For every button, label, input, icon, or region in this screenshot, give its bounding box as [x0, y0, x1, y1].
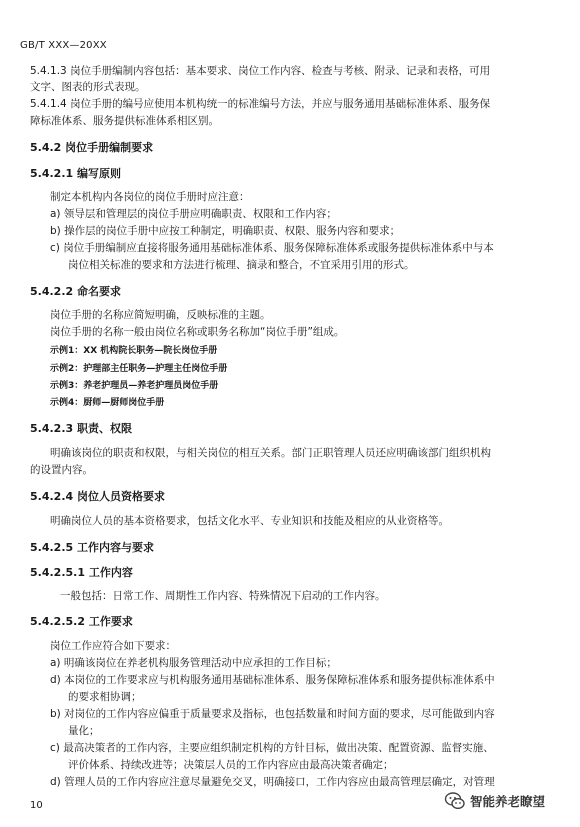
list-item-b-line-1: b) 对岗位的工作内容应偏重于质量要求及指标，也包括数量和时间方面的要求，尽可能做到内容 [50, 708, 495, 720]
page-number: 10 [30, 800, 43, 811]
clause-5-4-1-3-line-1: 5.4.1.3 岗位手册编制内容包括：基本要求、岗位工作内容、检查与考核、附录、记录和表格，可用 [30, 65, 491, 77]
section-heading-5-4-2-1: 5.4.2.1 编写原则 [30, 167, 121, 180]
section-heading-5-4-2-3: 5.4.2.3 职责、权限 [30, 422, 132, 435]
example-3: 示例3：养老护理员—养老护理员岗位手册 [50, 381, 219, 391]
standard-header: GB/T XXX—20XX [20, 40, 107, 51]
paragraph-text: 岗位手册的名称一般由岗位名称或职务名称加“岗位手册”组成。 [50, 326, 345, 338]
list-item-b: b) 操作层的岗位手册中应按工种制定，明确职责、权限、服务内容和要求； [50, 225, 401, 237]
list-item-c-line-2: 岗位相关标准的要求和方法进行梳理、摘录和整合，不宜采用引用的形式。 [68, 259, 415, 271]
list-item-a: a) 领导层和管理层的岗位手册应明确职责、权限和工作内容； [50, 208, 337, 220]
example-1: 示例1：XX 机构院长职务—院长岗位手册 [50, 346, 218, 356]
list-item-d-line-2: 的要求相协调； [68, 691, 142, 703]
clause-5-4-1-3-line-2: 文字、图表的形式表现。 [30, 81, 146, 93]
example-4: 示例4：厨师—厨师岗位手册 [50, 398, 165, 408]
list-item-d-line-1: d) 本岗位的工作要求应与机构服务通用基础标准体系、服务保障标准体系和服务提供标准体系中 [50, 674, 495, 686]
section-heading-5-4-2-5: 5.4.2.5 工作内容与要求 [30, 541, 154, 554]
section-heading-5-4-2-5-1: 5.4.2.5.1 工作内容 [30, 566, 133, 579]
watermark-text: 智能养老瞭望 [470, 794, 546, 809]
example-2: 示例2：护理部主任职务—护理主任岗位手册 [50, 364, 228, 374]
paragraph-text: 一般包括：日常工作、周期性工作内容、特殊情况下启动的工作内容。 [60, 590, 386, 602]
list-item-c-line-2: 评价体系、持续改进等；决策层人员的工作内容应由最高决策者确定； [68, 759, 394, 771]
paragraph-line-1: 明确该岗位的职责和权限，与相关岗位的相互关系。部门正职管理人员还应明确该部门组织机构 [50, 447, 491, 459]
wechat-chat-icon [444, 790, 466, 812]
paragraph-text: 制定本机构内各岗位的岗位手册时应注意： [50, 191, 250, 203]
watermark [444, 790, 545, 812]
paragraph-text: 岗位手册的名称应简短明确，反映标准的主题。 [50, 309, 271, 321]
list-item-d-line-1: d) 管理人员的工作内容应注意尽量避免交叉，明确接口，工作内容应由最高管理层确定，对管理 [50, 776, 495, 788]
paragraph-text: 明确岗位人员的基本资格要求，包括文化水平、专业知识和技能及相应的从业资格等。 [50, 515, 449, 527]
section-heading-5-4-2-2: 5.4.2.2 命名要求 [30, 285, 121, 298]
list-item-a: a) 明确该岗位在养老机构服务管理活动中应承担的工作目标； [50, 657, 337, 669]
paragraph-text: 岗位工作应符合如下要求： [50, 640, 176, 652]
section-heading-5-4-2: 5.4.2 岗位手册编制要求 [30, 141, 154, 154]
clause-5-4-1-4-line-1: 5.4.1.4 岗位手册的编号应使用本机构统一的标准编号方法，并应与服务通用基础标准体系、服务保 [30, 98, 491, 110]
paragraph-line-2: 的设置内容。 [30, 464, 93, 476]
list-item-b-line-2: 量化； [68, 725, 100, 737]
section-heading-5-4-2-5-2: 5.4.2.5.2 工作要求 [30, 615, 133, 628]
section-heading-5-4-2-4: 5.4.2.4 岗位人员资格要求 [30, 490, 165, 503]
list-item-c-line-1: c) 岗位手册编制应直接将服务通用基础标准体系、服务保障标准体系或服务提供标准体系中与本 [50, 242, 494, 254]
clause-5-4-1-4-line-2: 障标准体系、服务提供标准体系相区别。 [30, 115, 219, 127]
list-item-c-line-1: c) 最高决策者的工作内容，主要应组织制定机构的方针目标，做出决策、配置资源、监督实施、 [50, 742, 494, 754]
